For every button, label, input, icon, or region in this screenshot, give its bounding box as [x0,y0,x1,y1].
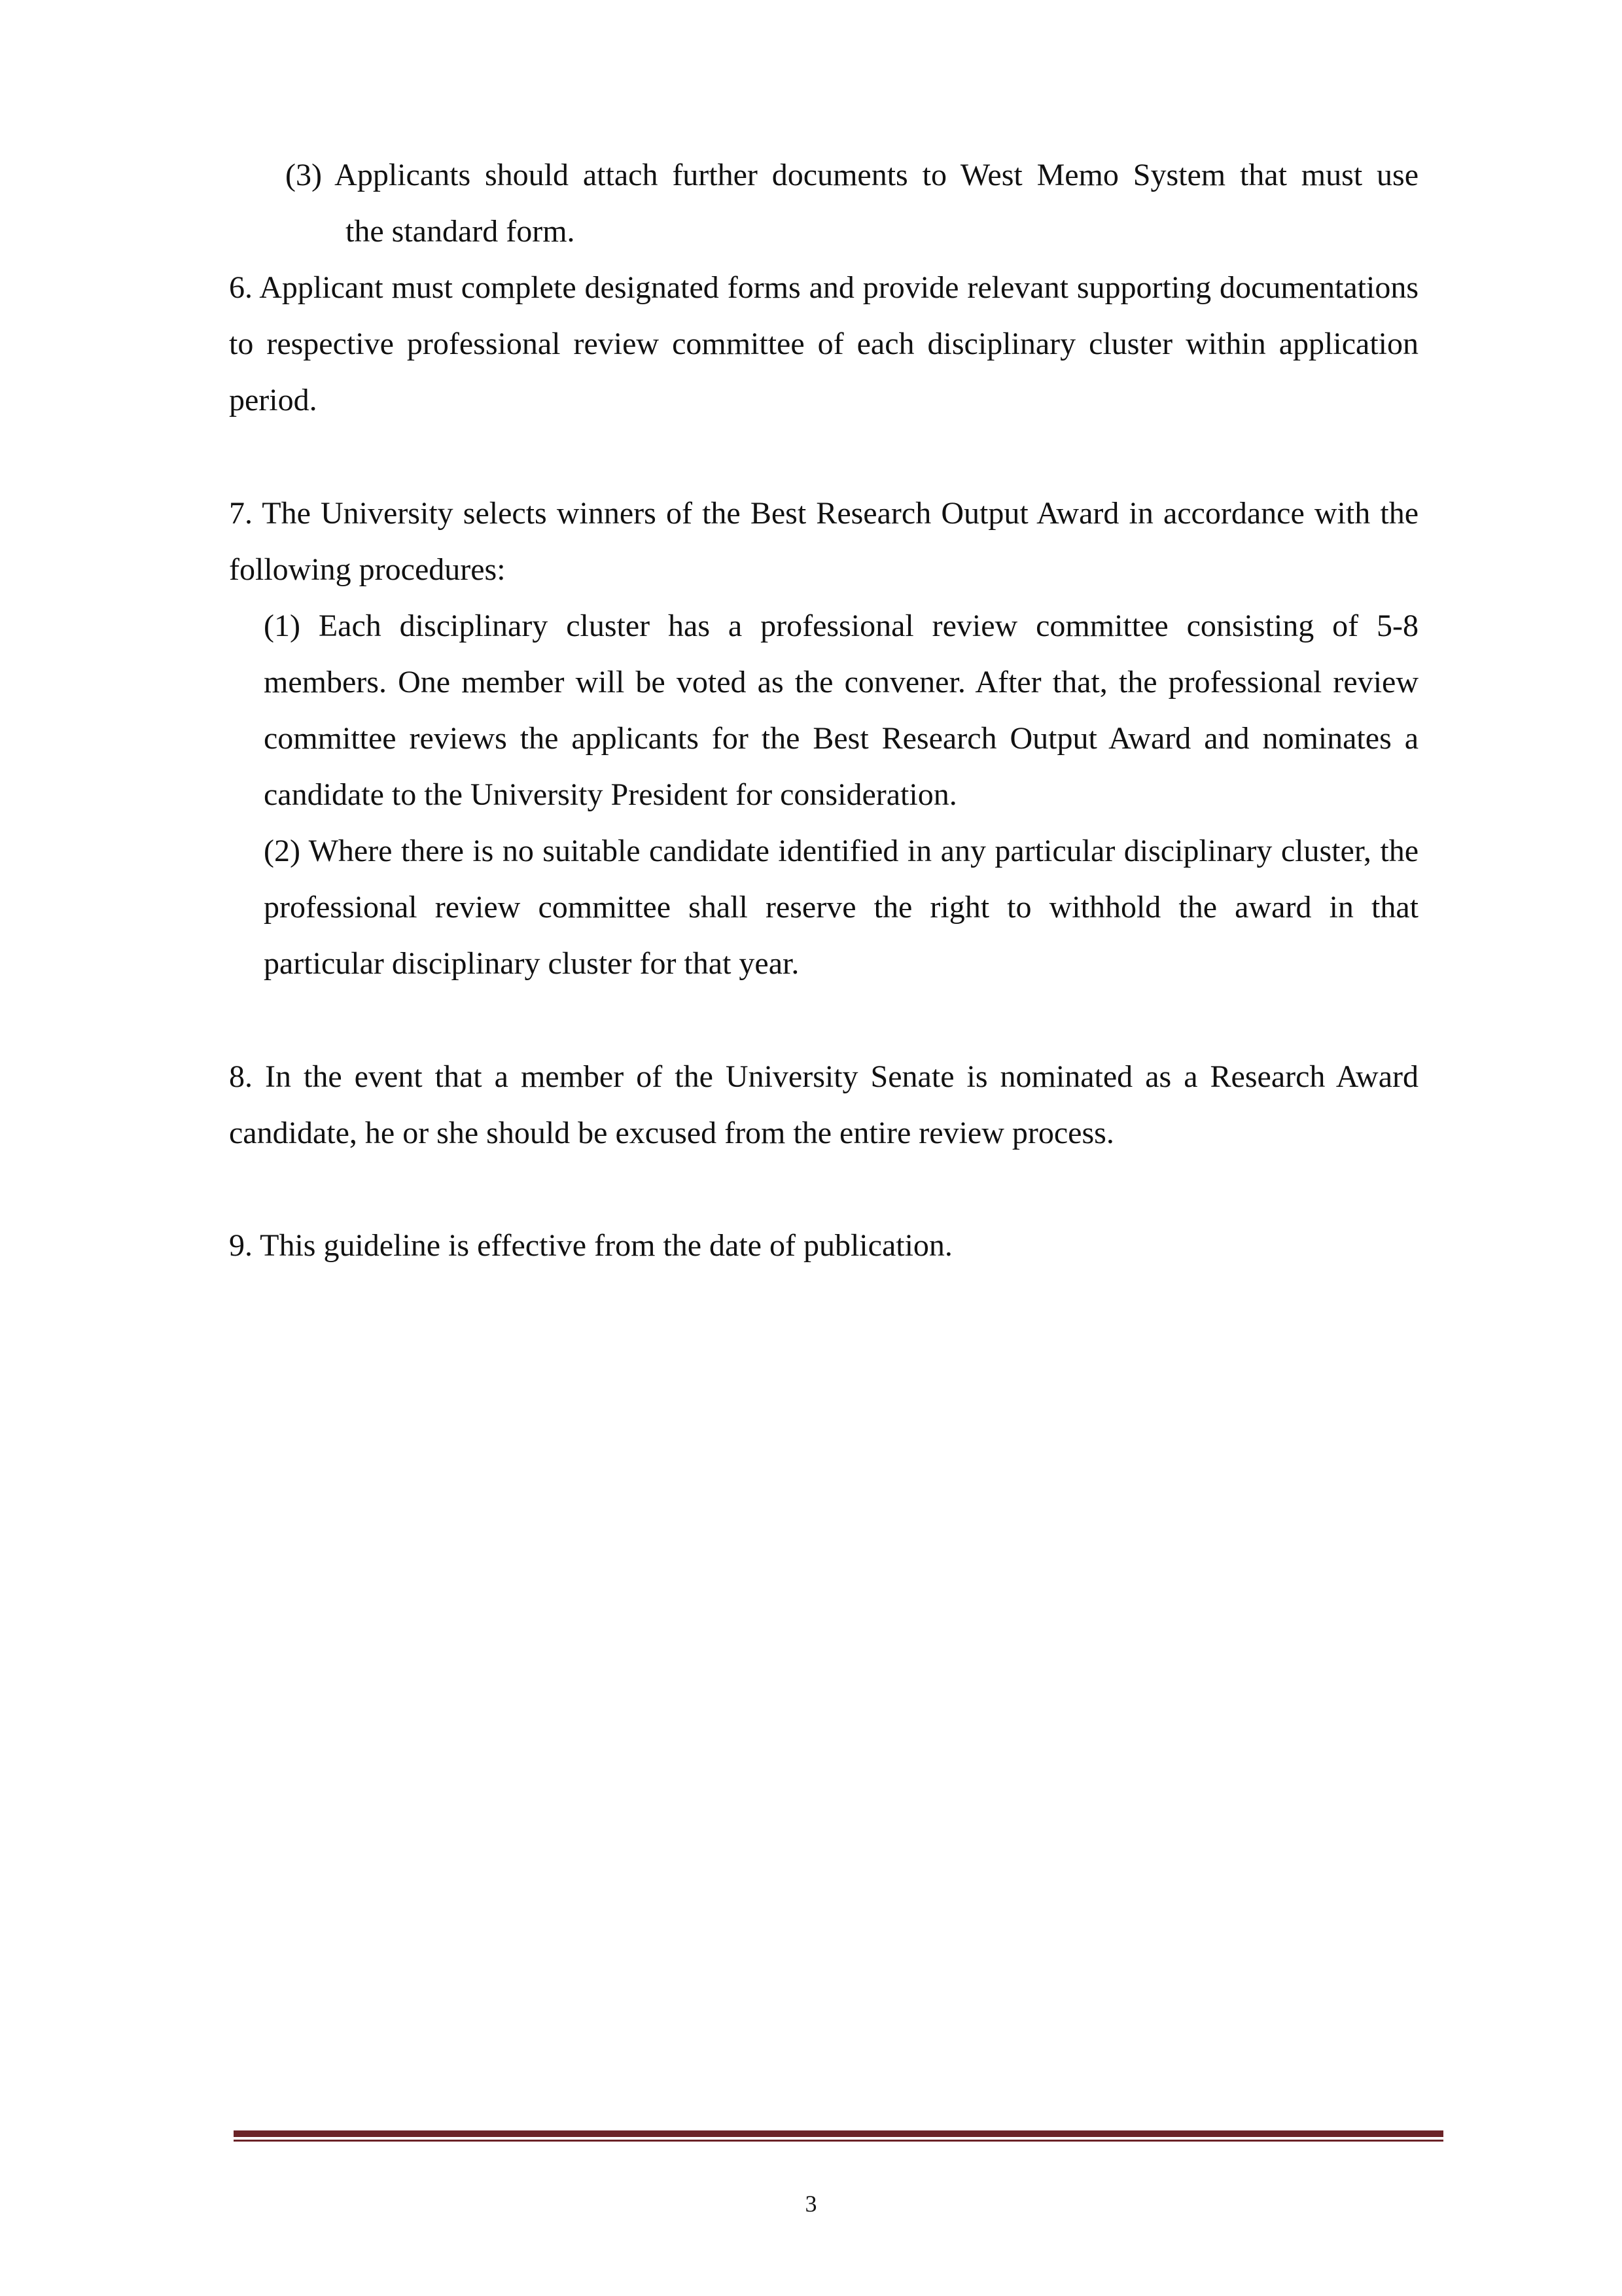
item-5-sub-3-line-1: (3) Applicants should attach further documents to West Memo System that must use [285,158,1419,192]
item-9-paragraph: 9. This guideline is effective from the date of publication. [229,1228,953,1263]
item-7-sub-1: (1) Each disciplinary cluster has a professional review committee consisting of 5-8 members. One member will be voted as the convener. After that, the professional review committee reviews the applicants for the Best Research Output Award and nominates a candidate to the University President for consideration. [264,609,1419,812]
item-5-sub-3-line-2: the standard form. [345,214,575,249]
item-5-sub-3 [285,147,1419,260]
footer-rule [234,2130,1443,2142]
page-number: 3 [805,2191,817,2217]
item-6-paragraph: 6. Applicant must complete designated forms and provide relevant supporting documentations to respective professional review committee of each disciplinary cluster within application period. [229,270,1419,417]
item-7-paragraph: 7. The University selects winners of the Best Research Output Award in accordance with the following procedures: [229,496,1419,587]
footer-rule-thin [234,2140,1443,2142]
item-7-sub-2: (2) Where there is no suitable candidate identified in any particular disciplinary cluster, the professional review committee shall reserve the right to withhold the award in that particular disciplinary cluster for that year. [264,834,1419,981]
item-8-paragraph: 8. In the event that a member of the University Senate is nominated as a Research Award candidate, he or she should be excused from the entire review process. [229,1059,1419,1150]
footer-rule-thick [234,2130,1443,2137]
